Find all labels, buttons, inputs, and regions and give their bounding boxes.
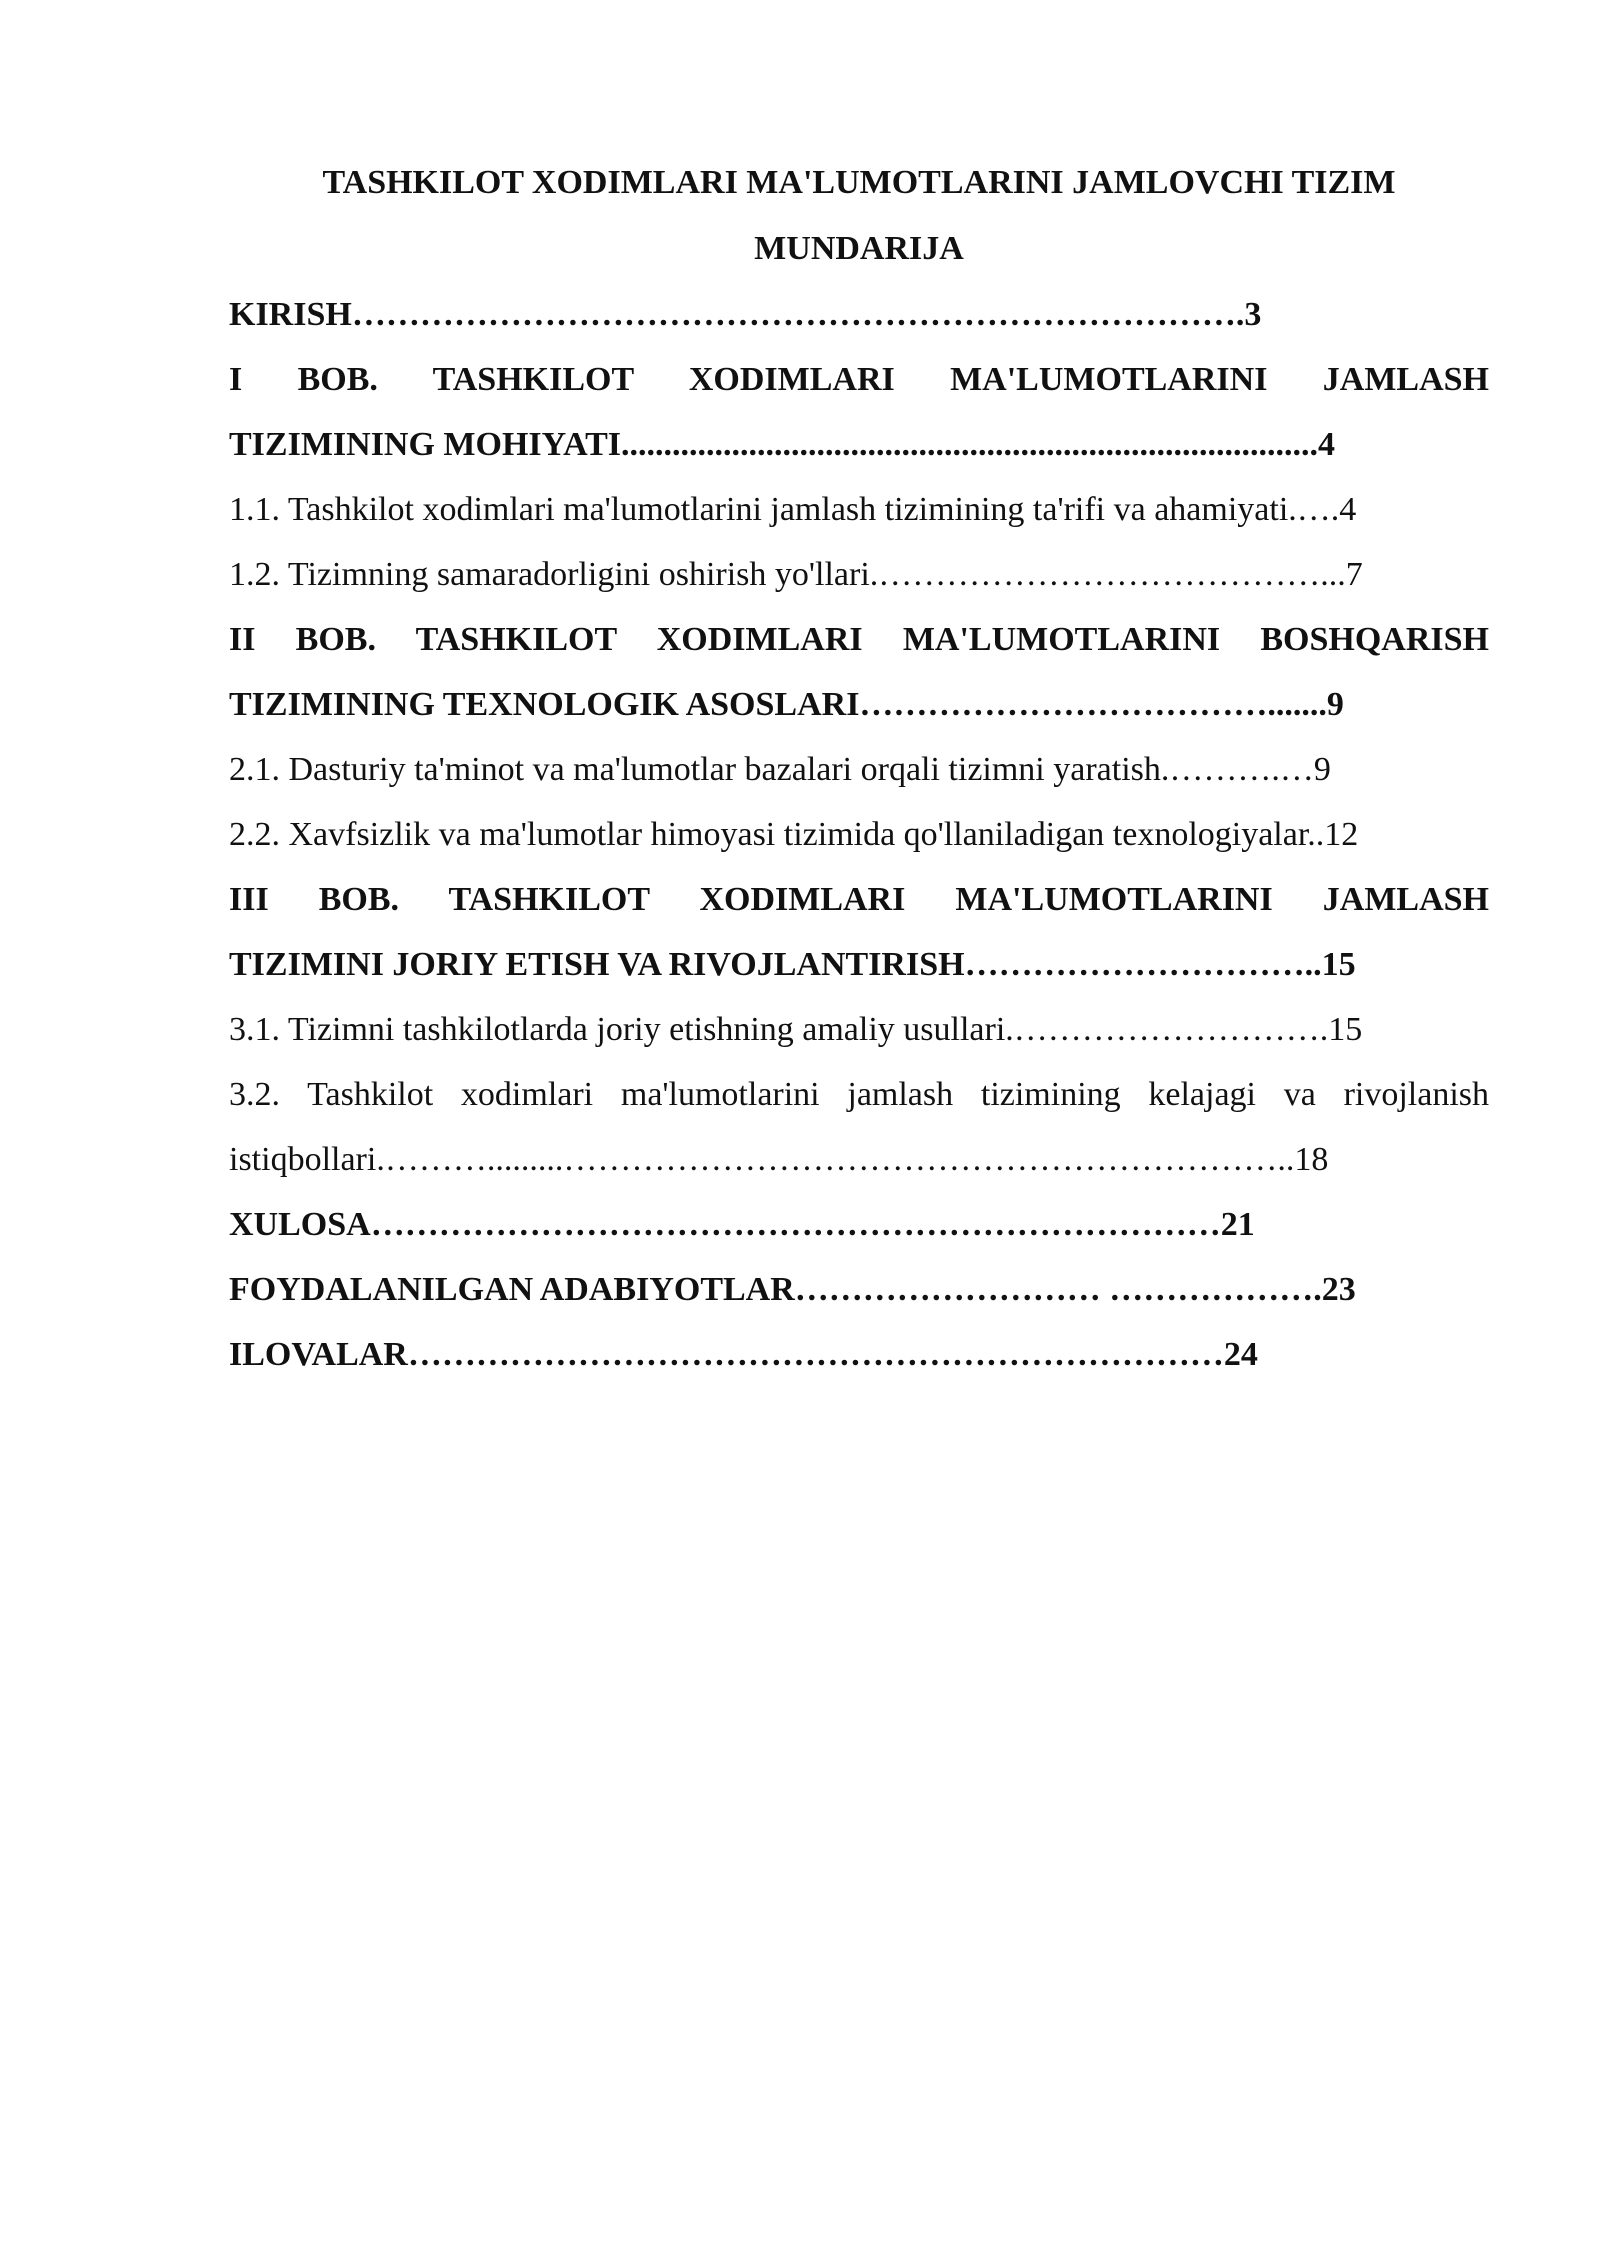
toc-entry-section-1-1: 1.1. Tashkilot xodimlari ma'lumotlarini jamlash tizimining ta'rifi va ahamiyati.….4	[229, 491, 1357, 528]
toc-entry-adabiyotlar: FOYDALANILGAN ADABIYOTLAR……………………… ……………….23	[229, 1271, 1356, 1308]
toc-heading: MUNDARIJA	[754, 230, 964, 267]
toc-entry-section-3-1: 3.1. Tizimni tashkilotlarda joriy etishning amaliy usullari.……………………….15	[229, 1011, 1363, 1048]
toc-entry-chapter-3-line-1: III BOB. TASHKILOT XODIMLARI MA'LUMOTLARINI JAMLASH	[229, 881, 1489, 918]
toc-entry-section-3-2-line-1: 3.2. Tashkilot xodimlari ma'lumotlarini jamlash tizimining kelajagi va rivojlanish	[229, 1076, 1489, 1113]
toc-entry-chapter-2-line-2: TIZIMINING TEXNOLOGIK ASOSLARI……………………………….......9	[229, 686, 1344, 723]
toc-entry-chapter-2-line-1: II BOB. TASHKILOT XODIMLARI MA'LUMOTLARINI BOSHQARISH	[229, 621, 1489, 658]
document-title: TASHKILOT XODIMLARI MA'LUMOTLARINI JAMLOVCHI TIZIM	[322, 164, 1396, 201]
toc-entry-section-2-1: 2.1. Dasturiy ta'minot va ma'lumotlar bazalari orqali tizimni yaratish.……….…9	[229, 751, 1331, 788]
toc-entry-chapter-1-line-2: TIZIMINING MOHIYATI..................................................................................4	[229, 426, 1336, 463]
toc-entry-section-1-2: 1.2. Tizimning samaradorligini oshirish yo'llari.…………………………………...7	[229, 556, 1363, 593]
toc-entry-section-3-2-line-2: istiqbollari.……….........………………………………………………………..18	[229, 1141, 1329, 1178]
document-page	[229, 150, 1489, 1387]
table-of-contents	[229, 282, 1489, 1387]
toc-entry-xulosa: XULOSA…………………………………………………………………21	[229, 1206, 1255, 1243]
toc-entry-kirish: KIRISH…………………………………………………………………….3	[229, 296, 1262, 333]
toc-entry-chapter-1-line-1: I BOB. TASHKILOT XODIMLARI MA'LUMOTLARINI JAMLASH	[229, 361, 1489, 398]
toc-entry-ilovalar: ILOVALAR………………………………………………………………24	[229, 1336, 1258, 1373]
toc-entry-chapter-3-line-2: TIZIMINI JORIY ETISH VA RIVOJLANTIRISH…………………………..15	[229, 946, 1356, 983]
toc-entry-section-2-2: 2.2. Xavfsizlik va ma'lumotlar himoyasi tizimida qo'llaniladigan texnologiyalar..12	[229, 816, 1359, 853]
